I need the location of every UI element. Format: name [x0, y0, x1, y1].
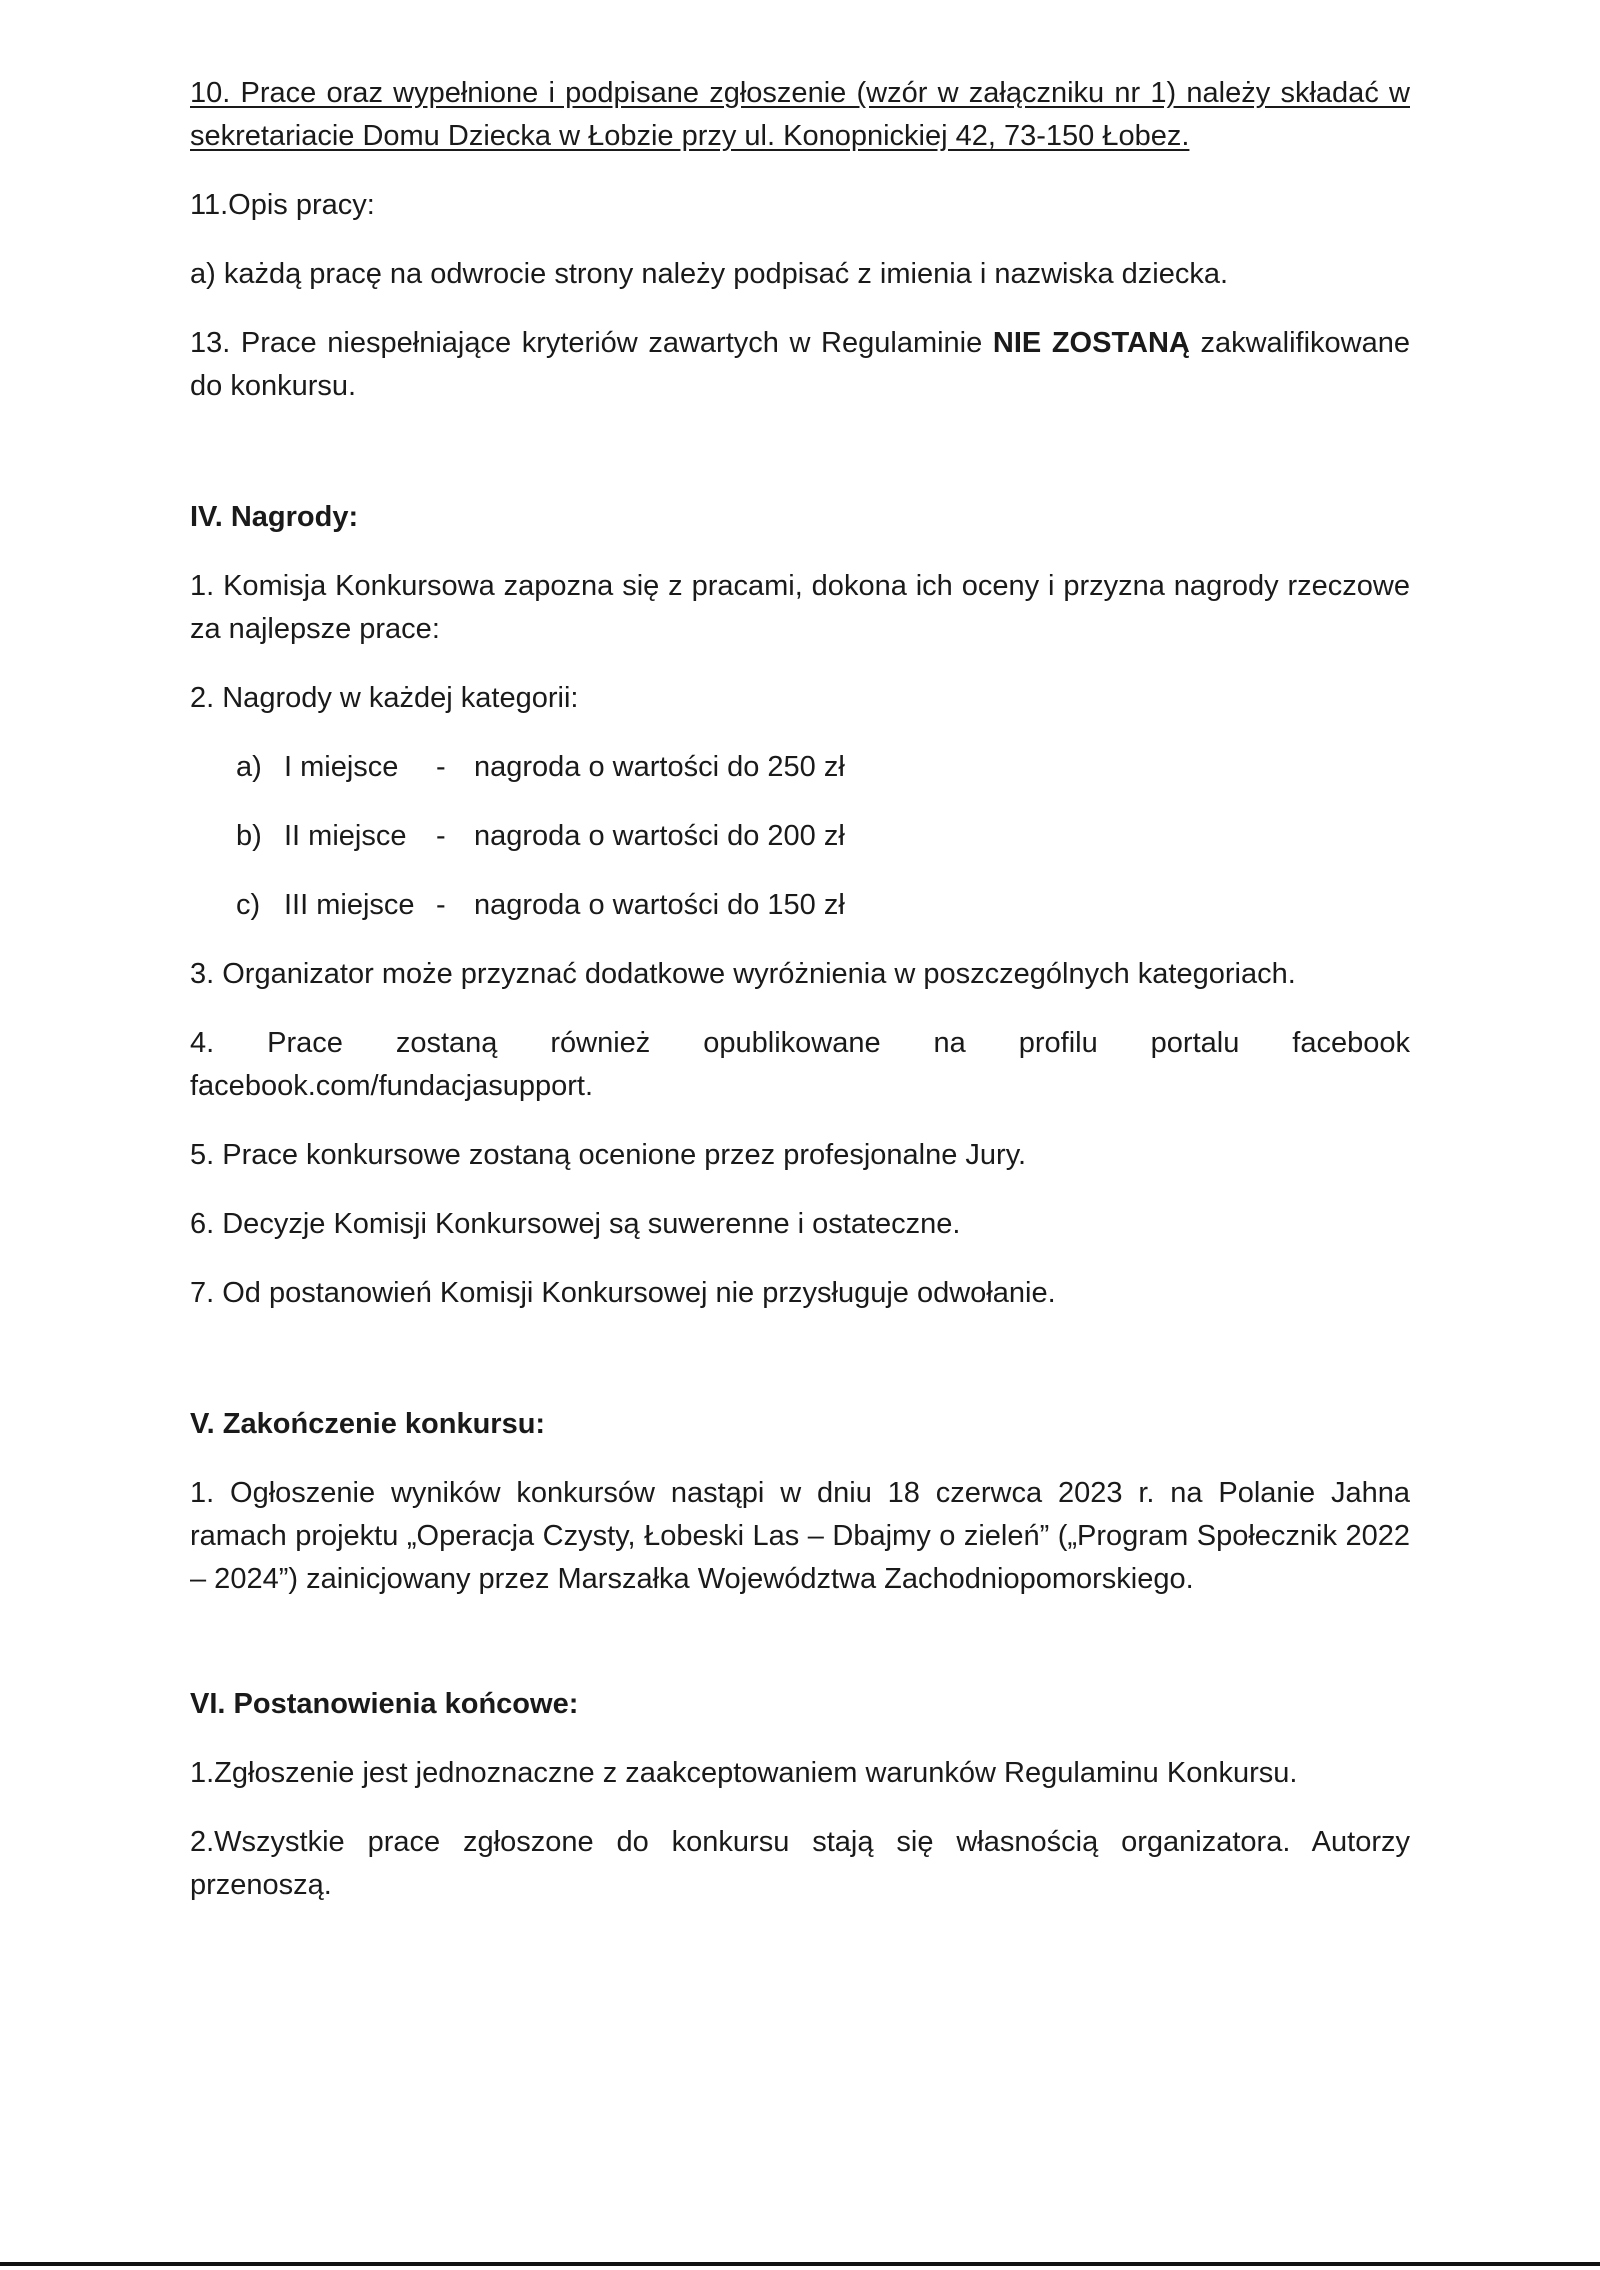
- section-spacer: [190, 1341, 1410, 1403]
- page-bottom-border: [0, 2262, 1600, 2266]
- paragraph-10-submission: 10. Prace oraz wypełnione i podpisane zgłoszenie (wzór w załączniku nr 1) należy składać w sekretariacie Domu Dziecka w Łobzie przy ul. Konopnickiej 42, 73-150 Łobez.: [190, 77, 1410, 152]
- section-vi-paragraph-2: 2.Wszystkie prace zgłoszone do konkursu stają się własnością organizatora. Autorzy przenoszą.: [190, 1826, 1410, 1901]
- section-iv-paragraph-5: 5. Prace konkursowe zostaną ocenione przez profesjonalne Jury.: [190, 1139, 1027, 1171]
- prize-value: nagroda o wartości do 250 zł: [474, 751, 845, 783]
- section-spacer: [190, 434, 1410, 496]
- section-v-heading: V. Zakończenie konkursu:: [190, 1408, 546, 1440]
- section-spacer: [190, 1627, 1410, 1683]
- paragraph-13-text-end: zakwalifikowane do konkursu.: [190, 327, 1411, 402]
- prize-letter: a): [236, 751, 262, 783]
- section-vi-heading: VI. Postanowienia końcowe:: [190, 1688, 579, 1720]
- section-iv-paragraph-7: 7. Od postanowień Komisji Konkursowej nie przysługuje odwołanie.: [190, 1277, 1056, 1309]
- prize-dash: -: [436, 889, 446, 921]
- paragraph-11-work-description: 11.Opis pracy:: [190, 189, 375, 221]
- section-v-paragraph-1: 1. Ogłoszenie wyników konkursów nastąpi w dniu 18 czerwca 2023 r. na Polanie Jahna ramach projektu „Operacja Czysty, Łobeski Las – Dbajmy o zieleń” („Program Społecznik 2022 – 2024”) zainicjowany przez Marszałka Województwa Zachodniopomorskiego.: [190, 1477, 1410, 1595]
- prize-item: [236, 884, 1410, 927]
- prize-dash: -: [436, 751, 446, 783]
- prize-place: III miejsce: [284, 889, 415, 921]
- prize-list: [190, 746, 1410, 927]
- prize-letter: b): [236, 820, 262, 852]
- prize-value: nagroda o wartości do 200 zł: [474, 820, 845, 852]
- prize-value: nagroda o wartości do 150 zł: [474, 889, 845, 921]
- prize-letter: c): [236, 889, 261, 921]
- paragraph-13-disqualification: [190, 322, 1410, 408]
- section-iv-paragraph-4: 4. Prace zostaną również opublikowane na profilu portalu facebook facebook.com/fundacjasupport.: [190, 1027, 1410, 1102]
- section-iv-paragraph-6: 6. Decyzje Komisji Konkursowej są suwerenne i ostateczne.: [190, 1208, 961, 1240]
- section-iv-paragraph-1: 1. Komisja Konkursowa zapozna się z pracami, dokona ich oceny i przyzna nagrody rzeczowe za najlepsze prace:: [190, 570, 1410, 645]
- prize-item: [236, 746, 1410, 789]
- section-iv-paragraph-2: 2. Nagrody w każdej kategorii:: [190, 682, 579, 714]
- document-page: [190, 72, 1410, 1933]
- paragraph-11a-signature-rule: a) każdą pracę na odwrocie strony należy podpisać z imienia i nazwiska dziecka.: [190, 258, 1229, 290]
- section-iv-heading: IV. Nagrody:: [190, 501, 359, 533]
- section-iv-paragraph-3: 3. Organizator może przyznać dodatkowe wyróżnienia w poszczególnych kategoriach.: [190, 958, 1296, 990]
- section-vi-paragraph-1: 1.Zgłoszenie jest jednoznaczne z zaakceptowaniem warunków Regulaminu Konkursu.: [190, 1757, 1298, 1789]
- prize-place: II miejsce: [284, 820, 407, 852]
- prize-place: I miejsce: [284, 751, 399, 783]
- prize-item: [236, 815, 1410, 858]
- paragraph-13-text-start: 13. Prace niespełniające kryteriów zawartych w Regulaminie: [190, 327, 993, 359]
- prize-dash: -: [436, 820, 446, 852]
- paragraph-13-emphasis: NIE ZOSTANĄ: [992, 327, 1190, 359]
